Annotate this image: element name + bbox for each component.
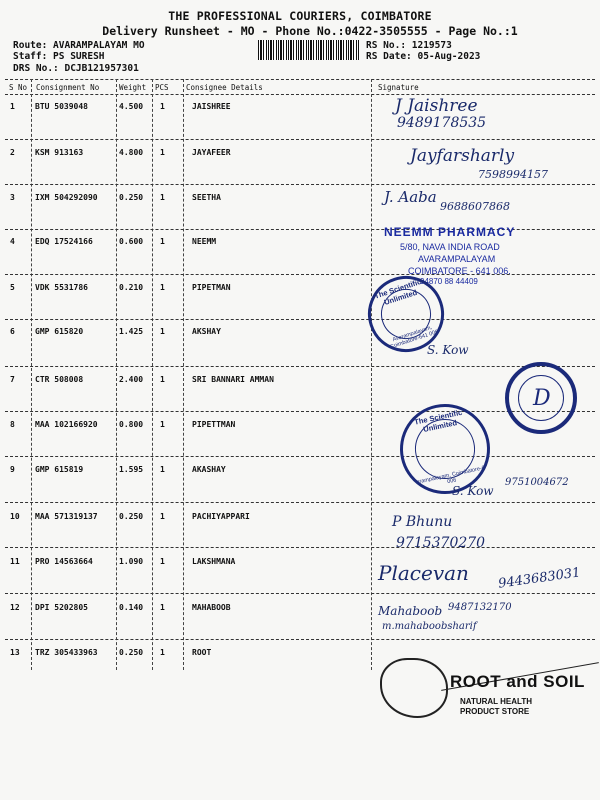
neemm-stamp-line2: AVARAMPALAYAM bbox=[418, 254, 496, 264]
cell-consignee: PIPETTMAN bbox=[192, 420, 236, 429]
cell-consignee: LAKSHMANA bbox=[192, 557, 236, 566]
signature-2-phone: 7598994157 bbox=[478, 168, 548, 181]
root-soil-line1: NATURAL HEALTH bbox=[460, 697, 532, 706]
cell-consignment-no: MAA 571319137 bbox=[35, 512, 98, 521]
row-divider bbox=[5, 184, 595, 185]
cell-pcs: 1 bbox=[160, 148, 165, 157]
neemm-stamp-phone: 94870 88 44409 bbox=[420, 277, 478, 286]
signature-3-phone: 9688607868 bbox=[440, 200, 510, 213]
cell-pcs: 1 bbox=[160, 465, 165, 474]
cell-consignee: JAISHREE bbox=[192, 102, 231, 111]
signature-9-name: S. Kow bbox=[452, 484, 494, 498]
cell-consignee: MAHABOOB bbox=[192, 603, 231, 612]
cell-consignee: PACHIYAPPARI bbox=[192, 512, 250, 521]
cell-sno: 8 bbox=[10, 420, 15, 429]
cell-consignment-no: CTR 508008 bbox=[35, 375, 84, 384]
header-rule bbox=[5, 94, 595, 95]
col-header-consignment: Consignment No bbox=[36, 83, 100, 92]
company-title: THE PROFESSIONAL COURIERS, COIMBATORE bbox=[168, 9, 432, 23]
col-divider bbox=[116, 79, 117, 670]
cell-pcs: 1 bbox=[160, 283, 165, 292]
table-top-rule bbox=[5, 79, 595, 80]
cell-consignment-no: BTU 5039048 bbox=[35, 102, 88, 111]
staff-label: Staff: PS SURESH bbox=[13, 51, 105, 62]
cell-sno: 10 bbox=[10, 512, 20, 521]
neemm-stamp-line1: 5/80, NAVA INDIA ROAD bbox=[400, 242, 500, 252]
signature-12-fullname: m.mahaboobsharif bbox=[382, 621, 477, 632]
row-divider bbox=[5, 456, 595, 457]
signature-9-phone: 9751004672 bbox=[505, 477, 569, 488]
barcode bbox=[258, 40, 360, 60]
cell-sno: 6 bbox=[10, 327, 15, 336]
neemm-stamp-name: NEEMM PHARMACY bbox=[384, 225, 516, 239]
cell-weight: 1.425 bbox=[119, 327, 144, 336]
cell-pcs: 1 bbox=[160, 375, 165, 384]
cell-consignment-no: TRZ 305433963 bbox=[35, 648, 98, 657]
cell-consignment-no: GMP 615820 bbox=[35, 327, 84, 336]
row-divider bbox=[5, 319, 595, 320]
cell-sno: 7 bbox=[10, 375, 15, 384]
cell-consignment-no: DPI 5202805 bbox=[35, 603, 88, 612]
cell-weight: 1.595 bbox=[119, 465, 144, 474]
cell-consignee: JAYAFEER bbox=[192, 148, 231, 157]
col-divider bbox=[371, 79, 372, 670]
signature-2-name: Jayfarsharly bbox=[410, 146, 515, 166]
row-divider bbox=[5, 547, 595, 548]
cell-sno: 1 bbox=[10, 102, 15, 111]
signature-10-phone: 9715370270 bbox=[396, 535, 486, 551]
cell-pcs: 1 bbox=[160, 102, 165, 111]
signature-6-name: S. Kow bbox=[427, 343, 469, 357]
cell-weight: 4.800 bbox=[119, 148, 144, 157]
cell-weight: 1.090 bbox=[119, 557, 144, 566]
rs-number: RS No.: 1219573 bbox=[366, 40, 452, 51]
signature-10-name: P Bhunu bbox=[392, 514, 453, 530]
scientific-round-stamp: The Scientific Unlimited Avarampalayam, Coimbatore-641 006 bbox=[358, 266, 454, 362]
row-divider bbox=[5, 593, 595, 594]
signature-11-phone: 9443683031 bbox=[497, 565, 582, 592]
cell-weight: 0.250 bbox=[119, 648, 144, 657]
cell-weight: 4.500 bbox=[119, 102, 144, 111]
cell-pcs: 1 bbox=[160, 420, 165, 429]
rs-date: RS Date: 05-Aug-2023 bbox=[366, 51, 481, 62]
col-divider bbox=[152, 79, 153, 670]
route-label: Route: AVARAMPALAYAM MO bbox=[13, 40, 145, 51]
cell-weight: 2.400 bbox=[119, 375, 144, 384]
row-divider bbox=[5, 502, 595, 503]
cell-weight: 0.250 bbox=[119, 193, 144, 202]
col-header-weight: Weight bbox=[119, 83, 147, 92]
cell-consignee: AKASHAY bbox=[192, 465, 226, 474]
col-divider bbox=[31, 79, 32, 670]
runsheet-subtitle: Delivery Runsheet - MO - Phone No.:0422-3505555 - Page No.:1 bbox=[102, 24, 518, 38]
signature-1-phone: 9489178535 bbox=[397, 115, 487, 131]
cell-sno: 3 bbox=[10, 193, 15, 202]
col-header-signature: Signature bbox=[378, 83, 419, 92]
cell-sno: 4 bbox=[10, 237, 15, 246]
cell-consignment-no: VDK 5531786 bbox=[35, 283, 88, 292]
cell-consignment-no: GMP 615819 bbox=[35, 465, 84, 474]
cell-sno: 13 bbox=[10, 648, 20, 657]
signature-11-name: Placevan bbox=[378, 561, 469, 585]
cell-pcs: 1 bbox=[160, 327, 165, 336]
cell-sno: 11 bbox=[10, 557, 20, 566]
signature-12-name: Mahaboob bbox=[378, 604, 443, 618]
cell-weight: 0.800 bbox=[119, 420, 144, 429]
cell-consignment-no: IXM 504292090 bbox=[35, 193, 98, 202]
cell-consignee: AKSHAY bbox=[192, 327, 221, 336]
round-stamp: D bbox=[505, 362, 577, 434]
cell-consignment-no: KSM 913163 bbox=[35, 148, 84, 157]
cell-pcs: 1 bbox=[160, 193, 165, 202]
cell-pcs: 1 bbox=[160, 603, 165, 612]
cell-sno: 12 bbox=[10, 603, 20, 612]
cell-weight: 0.250 bbox=[119, 512, 144, 521]
cell-consignee: SRI BANNARI AMMAN bbox=[192, 375, 274, 384]
row-divider bbox=[5, 366, 595, 367]
cell-consignment-no: EDQ 17524166 bbox=[35, 237, 93, 246]
row-divider bbox=[5, 639, 595, 640]
col-header-pcs: PCS bbox=[155, 83, 169, 92]
cell-sno: 5 bbox=[10, 283, 15, 292]
col-divider bbox=[183, 79, 184, 670]
cell-pcs: 1 bbox=[160, 648, 165, 657]
cell-consignee: PIPETMAN bbox=[192, 283, 231, 292]
signature-3-name: J. Aaba bbox=[384, 188, 437, 206]
neemm-stamp-line3: COIMBATORE - 641 006. bbox=[408, 266, 511, 276]
cell-weight: 0.600 bbox=[119, 237, 144, 246]
cell-sno: 9 bbox=[10, 465, 15, 474]
cell-weight: 0.210 bbox=[119, 283, 144, 292]
signature-1-name: J Jaishree bbox=[395, 96, 478, 116]
cell-weight: 0.140 bbox=[119, 603, 144, 612]
drs-number: DRS No.: DCJB121957301 bbox=[13, 63, 139, 74]
cell-pcs: 1 bbox=[160, 237, 165, 246]
row-divider bbox=[5, 139, 595, 140]
cell-consignee: SEETHA bbox=[192, 193, 221, 202]
root-soil-logo bbox=[380, 658, 448, 718]
cell-pcs: 1 bbox=[160, 557, 165, 566]
root-soil-line2: PRODUCT STORE bbox=[460, 707, 530, 716]
signature-12-phone: 9487132170 bbox=[448, 602, 512, 613]
root-soil-brand: ROOT and SOIL bbox=[450, 672, 585, 691]
cell-sno: 2 bbox=[10, 148, 15, 157]
cell-pcs: 1 bbox=[160, 512, 165, 521]
scientific-round-stamp: The Scientific Unlimited Avarampalayam, Coimbatore-641 006 bbox=[392, 396, 499, 503]
col-header-sno: S No bbox=[9, 83, 28, 92]
col-header-consignee: Consignee Details bbox=[186, 83, 263, 92]
cell-consignee: ROOT bbox=[192, 648, 212, 657]
cell-consignment-no: PRO 14563664 bbox=[35, 557, 93, 566]
cell-consignee: NEEMM bbox=[192, 237, 217, 246]
cell-consignment-no: MAA 102166920 bbox=[35, 420, 98, 429]
